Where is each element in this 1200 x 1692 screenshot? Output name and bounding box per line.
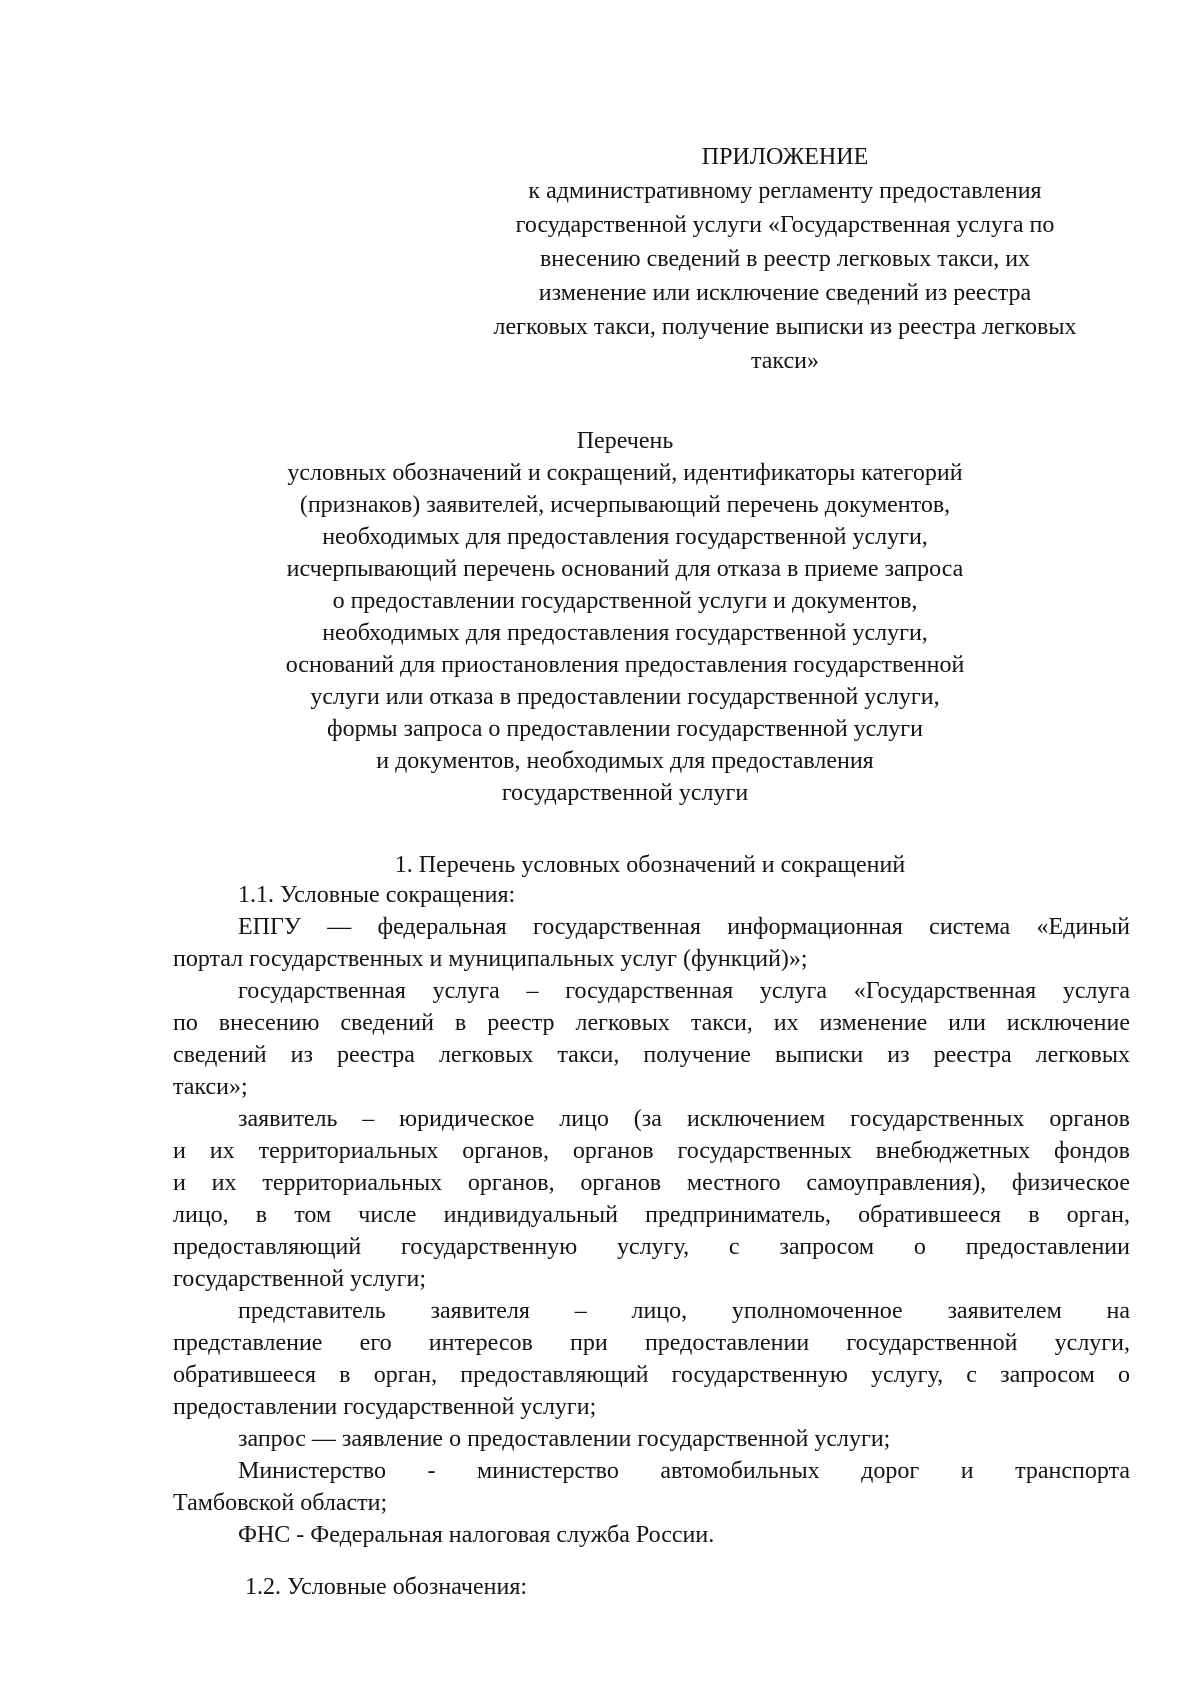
text-line: запрос — заявление о предоставлении государственной услуги; xyxy=(238,1426,891,1452)
text-line: государственная услуга – государственная услуга «Государственная услуга xyxy=(238,978,1130,1004)
text-line: Тамбовской области; xyxy=(173,1490,388,1516)
list-heading-line: исчерпывающий перечень оснований для отказа в приеме запроса xyxy=(286,556,964,582)
appendix-line: к административному регламенту предоставления xyxy=(528,178,1042,204)
appendix-line: изменение или исключение сведений из реестра xyxy=(538,280,1032,306)
appendix-line: такси» xyxy=(751,348,819,374)
appendix-line: легковых такси, получение выписки из реестра легковых xyxy=(493,314,1077,340)
list-heading-line: необходимых для предоставления государственной услуги, xyxy=(322,524,928,550)
text-line: обратившееся в орган, предоставляющий государственную услугу, с запросом о xyxy=(173,1362,1130,1388)
list-heading-line: (признаков) заявителей, исчерпывающий перечень документов, xyxy=(299,492,951,518)
text-line: предоставлении государственной услуги; xyxy=(173,1394,597,1420)
list-heading-line: оснований для приостановления предоставления государственной xyxy=(285,652,965,678)
text-line: по внесению сведений в реестр легковых такси, их изменение или исключение xyxy=(173,1010,1130,1036)
text-line: лицо, в том числе индивидуальный предприниматель, обратившееся в орган, xyxy=(173,1202,1130,1228)
appendix-line: государственной услуги «Государственная услуга по xyxy=(515,212,1055,238)
text-line: и их территориальных органов, органов местного самоуправления), физическое xyxy=(173,1170,1130,1196)
list-heading-line: услуги или отказа в предоставлении государственной услуги, xyxy=(310,684,940,710)
appendix-title: ПРИЛОЖЕНИЕ xyxy=(701,144,869,170)
subsection-title: 1.2. Условные обозначения: xyxy=(245,1574,528,1600)
text-line: заявитель – юридическое лицо (за исключением государственных органов xyxy=(238,1106,1130,1132)
appendix-line: внесению сведений в реестр легковых такси, их xyxy=(539,246,1031,272)
list-heading-title: Перечень xyxy=(576,428,674,454)
text-line: портал государственных и муниципальных услуг (функций)»; xyxy=(173,946,808,972)
text-line: предоставляющий государственную услугу, с запросом о предоставлении xyxy=(173,1234,1130,1260)
list-heading-line: условных обозначений и сокращений, идентификаторы категорий xyxy=(287,460,963,486)
text-line: представление его интересов при предоставлении государственной услуги, xyxy=(173,1330,1130,1356)
text-line: государственной услуги; xyxy=(173,1266,427,1292)
text-line: такси»; xyxy=(173,1074,248,1100)
text-line: сведений из реестра легковых такси, получение выписки из реестра легковых xyxy=(173,1042,1130,1068)
text-line: и их территориальных органов, органов государственных внебюджетных фондов xyxy=(173,1138,1130,1164)
list-heading-line: формы запроса о предоставлении государственной услуги xyxy=(327,716,923,742)
list-heading-line: и документов, необходимых для предоставления xyxy=(376,748,874,774)
text-line: Министерство - министерство автомобильных дорог и транспорта xyxy=(238,1458,1130,1484)
text-line: ЕПГУ — федеральная государственная информационная система «Единый xyxy=(238,914,1130,940)
list-heading-line: необходимых для предоставления государственной услуги, xyxy=(322,620,928,646)
text-line: представитель заявителя – лицо, уполномоченное заявителем на xyxy=(238,1298,1130,1324)
list-heading-line: о предоставлении государственной услуги и документов, xyxy=(332,588,918,614)
text-line: ФНС - Федеральная налоговая служба России. xyxy=(238,1522,715,1548)
subsection-title: 1.1. Условные сокращения: xyxy=(238,882,516,908)
list-heading-line: государственной услуги xyxy=(501,780,749,806)
section-title: 1. Перечень условных обозначений и сокращений xyxy=(394,852,906,878)
